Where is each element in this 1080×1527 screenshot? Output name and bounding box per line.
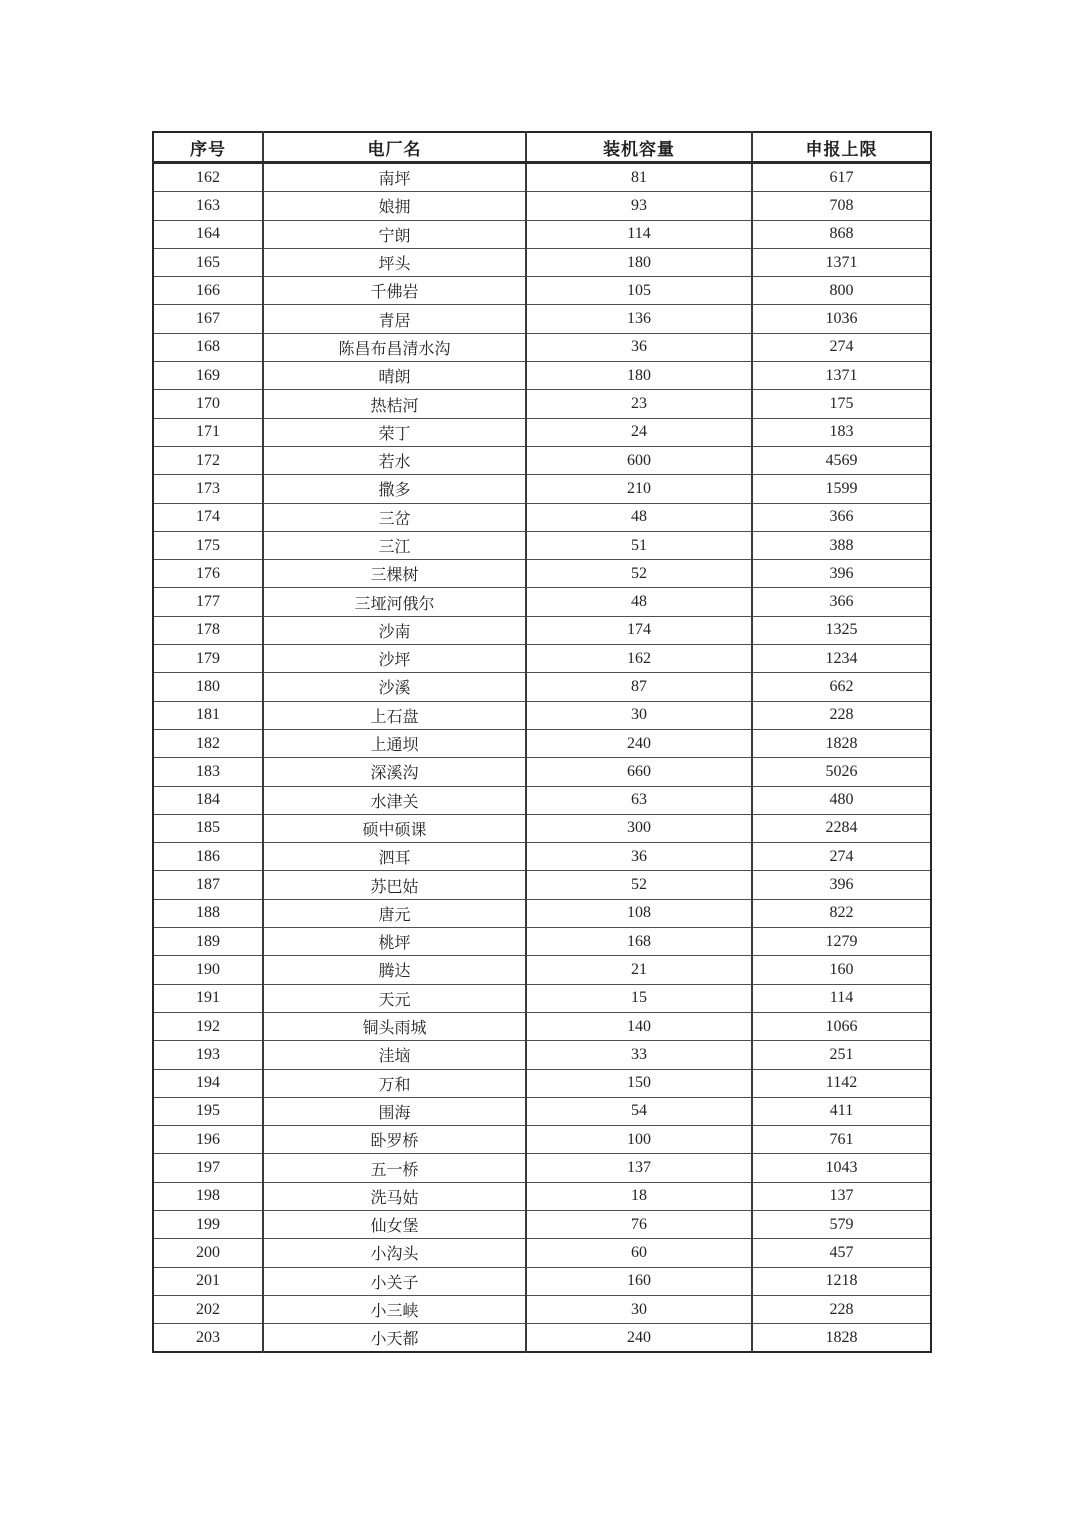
table-cell: 三岔 xyxy=(263,503,526,531)
table-cell: 202 xyxy=(153,1295,263,1323)
table-cell: 1371 xyxy=(752,362,931,390)
table-cell: 137 xyxy=(526,1154,752,1182)
table-row xyxy=(153,673,931,701)
table-cell: 坪头 xyxy=(263,248,526,276)
table-cell: 上石盘 xyxy=(263,701,526,729)
table-cell: 唐元 xyxy=(263,899,526,927)
table-cell: 162 xyxy=(153,163,263,192)
table-cell: 深溪沟 xyxy=(263,758,526,786)
table-cell: 662 xyxy=(752,673,931,701)
table-cell: 184 xyxy=(153,786,263,814)
table-cell: 108 xyxy=(526,899,752,927)
table-cell: 81 xyxy=(526,163,752,192)
table-cell: 63 xyxy=(526,786,752,814)
table-cell: 185 xyxy=(153,814,263,842)
table-cell: 1142 xyxy=(752,1069,931,1097)
table-row xyxy=(153,220,931,248)
table-cell: 822 xyxy=(752,899,931,927)
table-cell: 小天都 xyxy=(263,1324,526,1353)
table-cell: 189 xyxy=(153,928,263,956)
table-cell: 761 xyxy=(752,1126,931,1154)
table-cell: 196 xyxy=(153,1126,263,1154)
table-cell: 三棵树 xyxy=(263,560,526,588)
table-row xyxy=(153,163,931,192)
table-cell: 52 xyxy=(526,871,752,899)
table-cell: 180 xyxy=(153,673,263,701)
table-cell: 199 xyxy=(153,1210,263,1238)
table-row xyxy=(153,1126,931,1154)
table-cell: 晴朗 xyxy=(263,362,526,390)
table-cell: 160 xyxy=(526,1267,752,1295)
table-row xyxy=(153,1097,931,1125)
header-row xyxy=(153,132,931,163)
table-cell: 30 xyxy=(526,1295,752,1323)
table-row xyxy=(153,814,931,842)
table-cell: 87 xyxy=(526,673,752,701)
table-cell: 176 xyxy=(153,560,263,588)
table-cell: 114 xyxy=(752,984,931,1012)
table-cell: 4569 xyxy=(752,446,931,474)
table-row xyxy=(153,277,931,305)
table-row xyxy=(153,192,931,220)
table-row xyxy=(153,531,931,559)
table-cell: 251 xyxy=(752,1041,931,1069)
table-cell: 硕中硕课 xyxy=(263,814,526,842)
table-cell: 183 xyxy=(153,758,263,786)
table-cell: 191 xyxy=(153,984,263,1012)
table-cell: 5026 xyxy=(752,758,931,786)
table-row xyxy=(153,1154,931,1182)
table-cell: 174 xyxy=(153,503,263,531)
table-cell: 沙南 xyxy=(263,616,526,644)
table-cell: 51 xyxy=(526,531,752,559)
power-plant-table xyxy=(152,131,932,1353)
table-cell: 172 xyxy=(153,446,263,474)
table-cell: 54 xyxy=(526,1097,752,1125)
table-cell: 腾达 xyxy=(263,956,526,984)
table-cell: 198 xyxy=(153,1182,263,1210)
table-row xyxy=(153,248,931,276)
table-cell: 228 xyxy=(752,701,931,729)
table-cell: 178 xyxy=(153,616,263,644)
table-cell: 洗马姑 xyxy=(263,1182,526,1210)
table-cell: 23 xyxy=(526,390,752,418)
table-row xyxy=(153,475,931,503)
table-cell: 围海 xyxy=(263,1097,526,1125)
table-cell: 396 xyxy=(752,560,931,588)
table-cell: 陈昌布昌清水沟 xyxy=(263,333,526,361)
table-cell: 169 xyxy=(153,362,263,390)
table-cell: 天元 xyxy=(263,984,526,1012)
table-cell: 182 xyxy=(153,729,263,757)
table-body xyxy=(153,163,931,1353)
table-cell: 201 xyxy=(153,1267,263,1295)
table-row xyxy=(153,1069,931,1097)
table-cell: 铜头雨城 xyxy=(263,1012,526,1040)
table-row xyxy=(153,362,931,390)
table-row xyxy=(153,843,931,871)
table-cell: 小关子 xyxy=(263,1267,526,1295)
table-cell: 33 xyxy=(526,1041,752,1069)
table-cell: 136 xyxy=(526,305,752,333)
table-cell: 140 xyxy=(526,1012,752,1040)
table-cell: 93 xyxy=(526,192,752,220)
table-cell: 48 xyxy=(526,503,752,531)
table-row xyxy=(153,503,931,531)
header-cell-plant-name: 电厂名 xyxy=(263,132,526,163)
table-cell: 1599 xyxy=(752,475,931,503)
table-cell: 三江 xyxy=(263,531,526,559)
table-row xyxy=(153,1324,931,1353)
table-cell: 167 xyxy=(153,305,263,333)
table-cell: 若水 xyxy=(263,446,526,474)
table-cell: 300 xyxy=(526,814,752,842)
table-row xyxy=(153,984,931,1012)
table-cell: 600 xyxy=(526,446,752,474)
table-cell: 48 xyxy=(526,588,752,616)
table-cell: 181 xyxy=(153,701,263,729)
table-cell: 240 xyxy=(526,729,752,757)
table-cell: 195 xyxy=(153,1097,263,1125)
table-cell: 小三峡 xyxy=(263,1295,526,1323)
table-row xyxy=(153,588,931,616)
table-cell: 24 xyxy=(526,418,752,446)
table-cell: 2284 xyxy=(752,814,931,842)
table-row xyxy=(153,956,931,984)
table-cell: 水津关 xyxy=(263,786,526,814)
table-row xyxy=(153,1182,931,1210)
table-row xyxy=(153,616,931,644)
table-cell: 166 xyxy=(153,277,263,305)
table-cell: 洼垴 xyxy=(263,1041,526,1069)
table-cell: 137 xyxy=(752,1182,931,1210)
table-cell: 180 xyxy=(526,362,752,390)
table-cell: 228 xyxy=(752,1295,931,1323)
table-cell: 168 xyxy=(153,333,263,361)
table-cell: 188 xyxy=(153,899,263,927)
table-cell: 114 xyxy=(526,220,752,248)
table-cell: 175 xyxy=(752,390,931,418)
table-cell: 1279 xyxy=(752,928,931,956)
table-cell: 1066 xyxy=(752,1012,931,1040)
table-cell: 366 xyxy=(752,588,931,616)
table-cell: 660 xyxy=(526,758,752,786)
table-row xyxy=(153,928,931,956)
table-cell: 579 xyxy=(752,1210,931,1238)
table-cell: 15 xyxy=(526,984,752,1012)
table-row xyxy=(153,418,931,446)
table-row xyxy=(153,1239,931,1267)
table-cell: 青居 xyxy=(263,305,526,333)
table-cell: 千佛岩 xyxy=(263,277,526,305)
table-cell: 小沟头 xyxy=(263,1239,526,1267)
table-cell: 52 xyxy=(526,560,752,588)
table-cell: 240 xyxy=(526,1324,752,1353)
table-header xyxy=(153,132,931,163)
table-row xyxy=(153,1012,931,1040)
table-cell: 卧罗桥 xyxy=(263,1126,526,1154)
table-cell: 沙溪 xyxy=(263,673,526,701)
table-cell: 36 xyxy=(526,333,752,361)
table-cell: 194 xyxy=(153,1069,263,1097)
table-row xyxy=(153,786,931,814)
table-cell: 南坪 xyxy=(263,163,526,192)
table-row xyxy=(153,871,931,899)
table-cell: 190 xyxy=(153,956,263,984)
table-cell: 200 xyxy=(153,1239,263,1267)
table-cell: 175 xyxy=(153,531,263,559)
table-cell: 仙女堡 xyxy=(263,1210,526,1238)
table-row xyxy=(153,390,931,418)
table-cell: 183 xyxy=(752,418,931,446)
table-cell: 76 xyxy=(526,1210,752,1238)
table-cell: 150 xyxy=(526,1069,752,1097)
table-cell: 苏巴姑 xyxy=(263,871,526,899)
table-cell: 五一桥 xyxy=(263,1154,526,1182)
table-cell: 21 xyxy=(526,956,752,984)
table-cell: 186 xyxy=(153,843,263,871)
table-cell: 396 xyxy=(752,871,931,899)
table-row xyxy=(153,1210,931,1238)
table-cell: 179 xyxy=(153,645,263,673)
table-cell: 宁朗 xyxy=(263,220,526,248)
table-cell: 171 xyxy=(153,418,263,446)
table-cell: 274 xyxy=(752,843,931,871)
table-row xyxy=(153,758,931,786)
table-cell: 荣丁 xyxy=(263,418,526,446)
table-row xyxy=(153,645,931,673)
table-cell: 162 xyxy=(526,645,752,673)
table-row xyxy=(153,899,931,927)
table-cell: 617 xyxy=(752,163,931,192)
table-row xyxy=(153,1041,931,1069)
table-cell: 沙坪 xyxy=(263,645,526,673)
table-cell: 366 xyxy=(752,503,931,531)
table-cell: 480 xyxy=(752,786,931,814)
table-cell: 868 xyxy=(752,220,931,248)
table-cell: 164 xyxy=(153,220,263,248)
table-cell: 1828 xyxy=(752,1324,931,1353)
table-cell: 三垭河俄尔 xyxy=(263,588,526,616)
table-cell: 1043 xyxy=(752,1154,931,1182)
table-cell: 1828 xyxy=(752,729,931,757)
table-cell: 上通坝 xyxy=(263,729,526,757)
table-cell: 800 xyxy=(752,277,931,305)
table-row xyxy=(153,701,931,729)
table-row xyxy=(153,560,931,588)
table-cell: 173 xyxy=(153,475,263,503)
table-cell: 170 xyxy=(153,390,263,418)
table-cell: 187 xyxy=(153,871,263,899)
table-cell: 1325 xyxy=(752,616,931,644)
table-cell: 1371 xyxy=(752,248,931,276)
table-cell: 桃坪 xyxy=(263,928,526,956)
header-cell-declaration-limit: 申报上限 xyxy=(752,132,931,163)
table-cell: 193 xyxy=(153,1041,263,1069)
table-cell: 30 xyxy=(526,701,752,729)
table-cell: 160 xyxy=(752,956,931,984)
table-cell: 197 xyxy=(153,1154,263,1182)
table-cell: 1218 xyxy=(752,1267,931,1295)
table-cell: 泗耳 xyxy=(263,843,526,871)
table-row xyxy=(153,1267,931,1295)
table-cell: 热桔河 xyxy=(263,390,526,418)
table-cell: 388 xyxy=(752,531,931,559)
table-cell: 174 xyxy=(526,616,752,644)
table-cell: 36 xyxy=(526,843,752,871)
table-row xyxy=(153,446,931,474)
table-cell: 18 xyxy=(526,1182,752,1210)
table-cell: 165 xyxy=(153,248,263,276)
table-cell: 192 xyxy=(153,1012,263,1040)
table-row xyxy=(153,333,931,361)
table-cell: 274 xyxy=(752,333,931,361)
table-cell: 撒多 xyxy=(263,475,526,503)
table-cell: 411 xyxy=(752,1097,931,1125)
table-cell: 1036 xyxy=(752,305,931,333)
table-cell: 娘拥 xyxy=(263,192,526,220)
table-cell: 万和 xyxy=(263,1069,526,1097)
table-row xyxy=(153,1295,931,1323)
table-cell: 180 xyxy=(526,248,752,276)
table-row xyxy=(153,305,931,333)
header-cell-installed-capacity: 装机容量 xyxy=(526,132,752,163)
table-cell: 203 xyxy=(153,1324,263,1353)
table-cell: 60 xyxy=(526,1239,752,1267)
table-cell: 105 xyxy=(526,277,752,305)
table-cell: 100 xyxy=(526,1126,752,1154)
table-cell: 168 xyxy=(526,928,752,956)
table-cell: 210 xyxy=(526,475,752,503)
header-cell-serial-number: 序号 xyxy=(153,132,263,163)
table-cell: 163 xyxy=(153,192,263,220)
table-cell: 708 xyxy=(752,192,931,220)
table-cell: 1234 xyxy=(752,645,931,673)
table-cell: 177 xyxy=(153,588,263,616)
table-cell: 457 xyxy=(752,1239,931,1267)
table-row xyxy=(153,729,931,757)
